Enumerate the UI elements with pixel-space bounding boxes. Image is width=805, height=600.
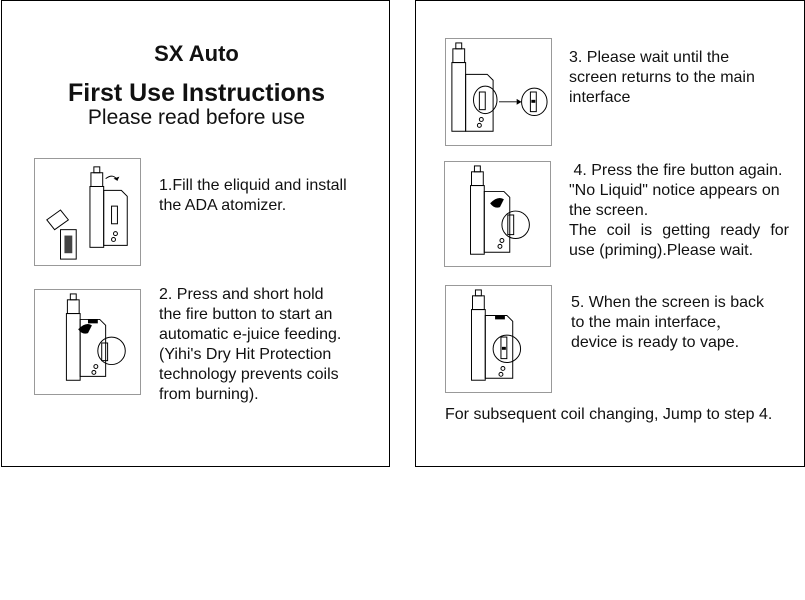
device-ready-icon: [445, 285, 552, 393]
step-3-text: 3. Please wait until the screen returns to the main interface: [569, 49, 755, 106]
step-4-text: 4. Press the fire button again. "No Liquid" notice appears on the screen. The coil is getting ready for use (priming).Please wait.: [569, 162, 789, 259]
device-with-bottle-icon: [34, 158, 141, 266]
instructions-panel-left: [1, 0, 390, 467]
step-1-text: 1.Fill the eliquid and install the ADA atomizer.: [159, 177, 347, 214]
footer-note: For subsequent coil changing, Jump to step 4.: [445, 406, 773, 423]
product-name: SX Auto: [154, 41, 239, 66]
step-5-text: 5. When the screen is back to the main interface， device is ready to vape.: [571, 294, 764, 351]
instructions-panel-right: [415, 0, 805, 467]
step-4-justified-line: The coil is getting ready for: [569, 222, 789, 239]
device-main-screen-icon: [445, 38, 552, 146]
page-title: First Use Instructions: [68, 79, 325, 107]
device-fire-press-icon: [34, 289, 141, 395]
device-fire-press-icon-2: [444, 161, 551, 267]
page-subtitle: Please read before use: [87, 106, 306, 129]
step-2-text: 2. Press and short hold the fire button to start an automatic e-juice feeding. (Yihi's Dry Hit Protection technology prevents coils from burning).: [159, 286, 342, 403]
